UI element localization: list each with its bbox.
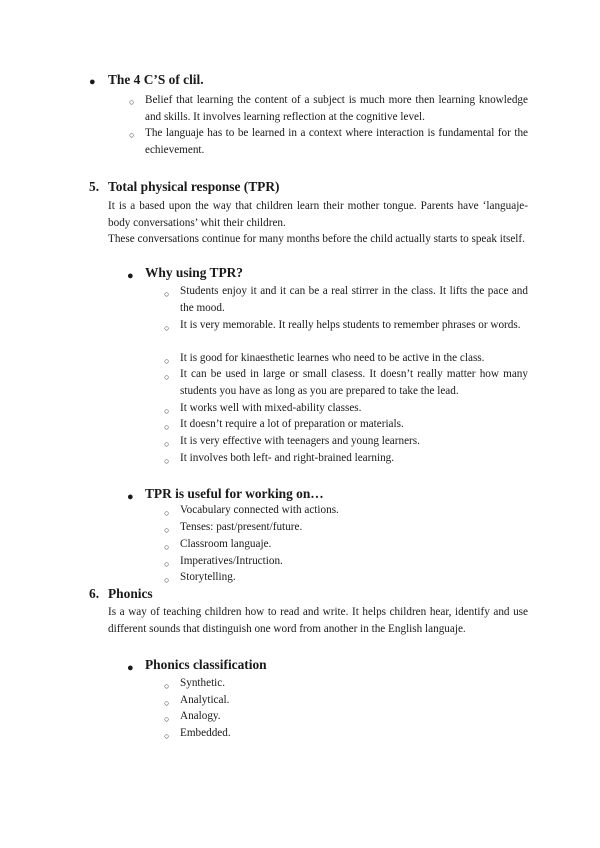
section-number: 6.	[89, 586, 100, 601]
circle-bullet-icon: ○	[164, 372, 170, 382]
list-item: It involves both left- and right-brained learning.	[180, 452, 395, 464]
circle-bullet-icon: ○	[164, 356, 170, 366]
section-number: 5.	[89, 179, 100, 194]
circle-bullet-icon: ○	[164, 422, 170, 432]
list-item: It doesn’t require a lot of preparation or materials.	[180, 418, 404, 430]
bullet-icon: ●	[127, 662, 134, 674]
list-item: It is very memorable. It really helps students to remember phrases or words.	[180, 319, 521, 331]
list-item: Students enjoy it and it can be a real stirrer in the class. It lifts the pace and the mood.	[180, 285, 528, 314]
circle-bullet-icon: ○	[164, 681, 170, 691]
list-item: Vocabulary connected with actions.	[180, 504, 339, 516]
circle-bullet-icon: ○	[164, 525, 170, 535]
section-heading: Total physical response (TPR)	[108, 179, 280, 194]
list-item: It is good for kinaesthetic learnes who need to be active in the class.	[180, 352, 485, 364]
circle-bullet-icon: ○	[164, 542, 170, 552]
list-item: Storytelling.	[180, 571, 236, 583]
circle-bullet-icon: ○	[129, 130, 135, 140]
list-item: Imperatives/Intruction.	[180, 555, 283, 567]
list-item: It is very effective with teenagers and young learners.	[180, 435, 420, 447]
circle-bullet-icon: ○	[164, 289, 170, 299]
circle-bullet-icon: ○	[164, 439, 170, 449]
subsection-heading: Why using TPR?	[145, 265, 243, 280]
list-item: Embedded.	[180, 727, 231, 739]
section-heading: Phonics	[108, 586, 153, 601]
subsection-heading: Phonics classification	[145, 657, 267, 672]
bullet-icon: ●	[127, 491, 134, 503]
list-item: Classroom languaje.	[180, 538, 272, 550]
section-paragraph: It is a based upon the way that children learn their mother tongue. Parents have ‘languaje-body conversations’ whit their children.	[108, 200, 528, 229]
list-item: It can be used in large or small clasess. It doesn’t really matter how many students you have as long as you are prepared to take the lead.	[180, 368, 528, 397]
subsection-heading: TPR is useful for working on…	[145, 486, 324, 501]
section-paragraph: These conversations continue for many months before the child actually starts to speak itself.	[108, 233, 525, 245]
clil-item: Belief that learning the content of a subject is much more then learning knowledge and skills. It involves learning reflection at the cognitive level.	[145, 94, 528, 123]
circle-bullet-icon: ○	[164, 406, 170, 416]
circle-bullet-icon: ○	[164, 559, 170, 569]
clil-heading: The 4 C’S of clil.	[108, 72, 204, 87]
circle-bullet-icon: ○	[164, 323, 170, 333]
bullet-icon: ●	[127, 270, 134, 282]
bullet-icon: ●	[89, 76, 96, 88]
list-item: Tenses: past/present/future.	[180, 521, 303, 533]
list-item: Analogy.	[180, 710, 221, 722]
clil-item: The languaje has to be learned in a context where interaction is fundamental for the echievement.	[145, 127, 528, 156]
circle-bullet-icon: ○	[164, 456, 170, 466]
list-item: Analytical.	[180, 694, 230, 706]
circle-bullet-icon: ○	[164, 731, 170, 741]
circle-bullet-icon: ○	[129, 97, 135, 107]
list-item: It works well with mixed-ability classes.	[180, 402, 362, 414]
circle-bullet-icon: ○	[164, 714, 170, 724]
circle-bullet-icon: ○	[164, 508, 170, 518]
circle-bullet-icon: ○	[164, 575, 170, 585]
section-paragraph: Is a way of teaching children how to read and write. It helps children hear, identify and use different sounds that distinguish one word from another in the English languaje.	[108, 606, 528, 635]
list-item: Synthetic.	[180, 677, 226, 689]
circle-bullet-icon: ○	[164, 698, 170, 708]
